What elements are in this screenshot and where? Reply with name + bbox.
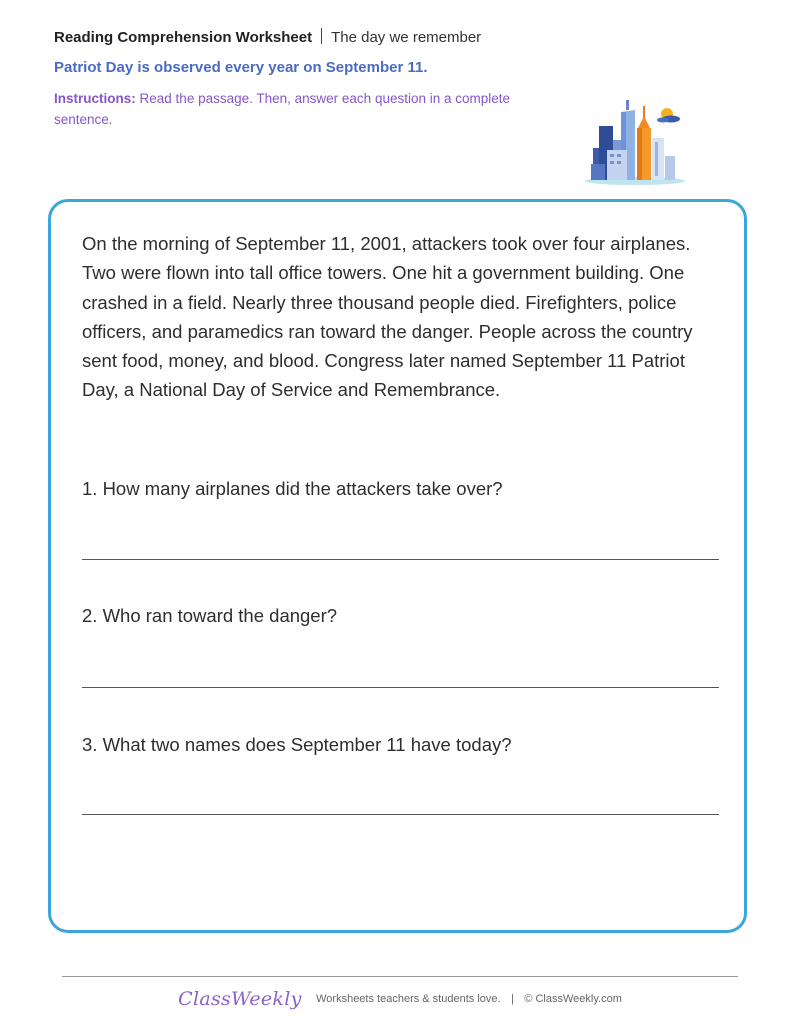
instructions-text: Read the passage. Then, answer each question in a complete sentence. [54, 91, 511, 127]
worksheet-topic: The day we remember [331, 29, 482, 46]
city-skyline-icon [583, 86, 687, 188]
reading-passage: On the morning of September 11, 2001, attackers took over four airplanes. Two were flown into tall office towers. One hit a government building. One crashed in a field. Nearly three thousand people died. Firefighters, police officers, and paramedics ran toward the danger. People across the country sent food, money, and blood. Congress later named September 11 Patriot Day, a National Day of Service and Remembrance. [82, 233, 693, 401]
instructions [54, 88, 524, 130]
worksheet-title: Reading Comprehension Worksheet [54, 29, 313, 46]
title-divider [321, 28, 322, 44]
answer-line-3[interactable] [82, 814, 719, 815]
footer-tagline: Worksheets teachers & students love. [316, 993, 501, 1005]
answer-line-2[interactable] [82, 687, 719, 688]
worksheet-subtitle: Patriot Day is observed every year on September 11. [54, 59, 428, 76]
question-1: 1. How many airplanes did the attackers take over? [82, 478, 503, 499]
answer-line-1[interactable] [82, 559, 719, 560]
footer-copyright: © ClassWeekly.com [524, 993, 622, 1005]
title-line [54, 28, 574, 48]
passage-card [48, 199, 747, 933]
worksheet-header [54, 28, 574, 130]
question-2: 2. Who ran toward the danger? [82, 605, 338, 626]
footer [0, 988, 800, 1010]
question-3: 3. What two names does September 11 have today? [82, 734, 512, 755]
footer-divider [62, 976, 738, 977]
brand-logo: ClassWeekly [178, 988, 302, 1010]
footer-separator: | [511, 993, 514, 1005]
instructions-label: Instructions: [54, 91, 136, 106]
